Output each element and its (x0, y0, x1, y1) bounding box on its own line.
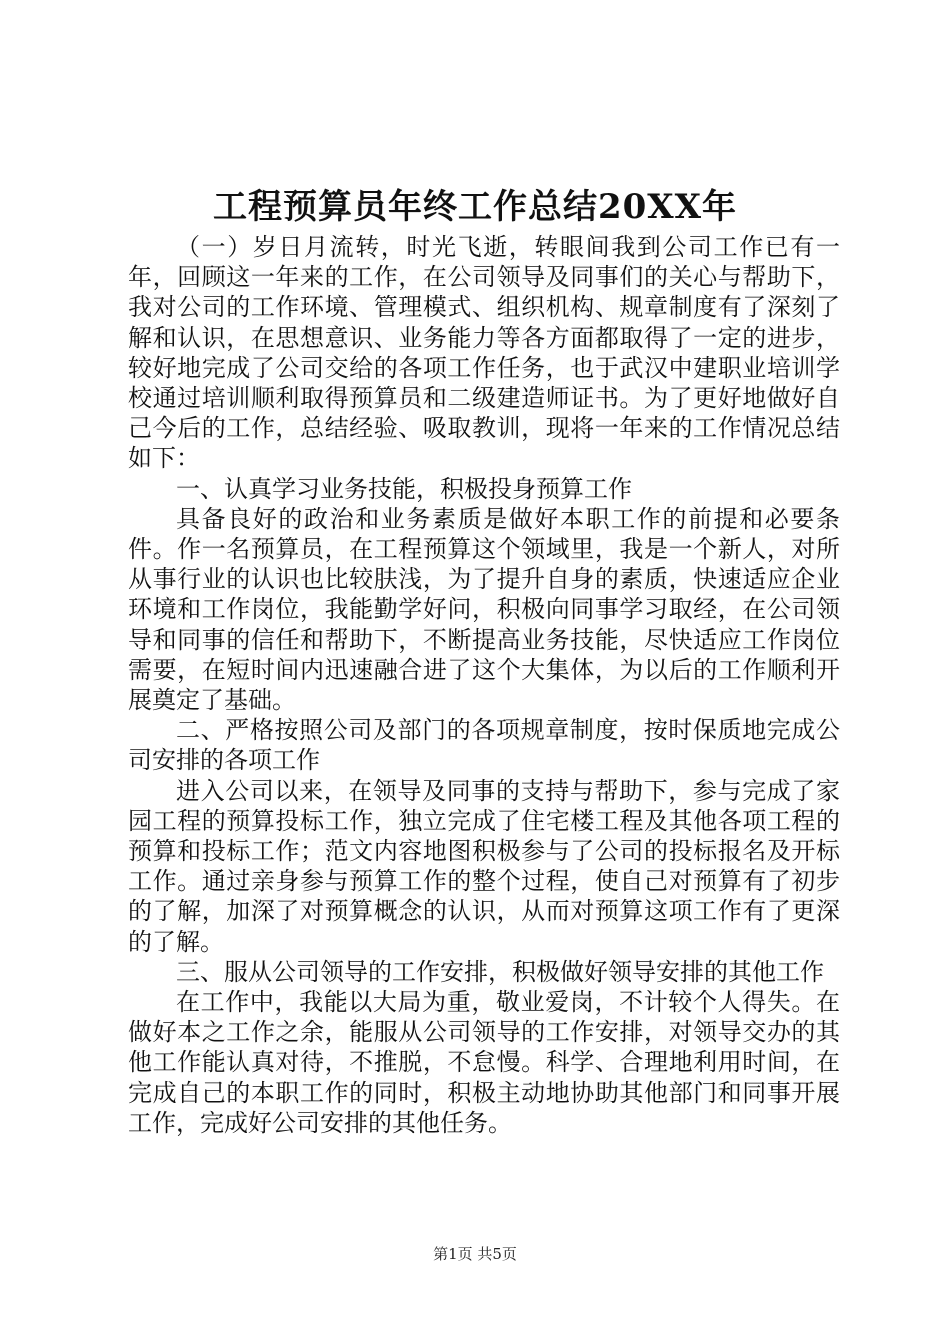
section-heading-2: 二、严格按照公司及部门的各项规章制度，按时保质地完成公司安排的各项工作 (128, 716, 840, 775)
section-paragraph-2: 进入公司以来，在领导及同事的支持与帮助下，参与完成了家园工程的预算投标工作，独立完成了住宅楼工程及其他各项工程的预算和投标工作；范文内容地图积极参与了公司的投标报名及开标工作。通过亲身参与预算工作的整个过程，使自己对预算有了初步的了解，加深了对预算概念的认识，从而对预算这项工作有了更深的了解。 (128, 776, 840, 956)
intro-paragraph: （一）岁日月流转，时光飞逝，转眼间我到公司工作已有一年，回顾这一年来的工作，在公司领导及同事们的关心与帮助下，我对公司的工作环境、管理模式、组织机构、规章制度有了深刻了解和认识，在思想意识、业务能力等各方面都取得了一定的进步，较好地完成了公司交给的各项工作任务，也于武汉中建职业培训学校通过培训顺利取得预算员和二级建造师证书。为了更好地做好自己今后的工作，总结经验、吸取教训，现将一年来的工作情况总结如下： (128, 233, 840, 473)
document-body (128, 232, 840, 1138)
section-heading-1: 一、认真学习业务技能，积极投身预算工作 (176, 474, 632, 503)
section-heading-3: 三、服从公司领导的工作安排，积极做好领导安排的其他工作 (176, 957, 824, 986)
section-paragraph-1: 具备良好的政治和业务素质是做好本职工作的前提和必要条件。作一名预算员，在工程预算这个领域里，我是一个新人，对所从事行业的认识也比较肤浅，为了提升自身的素质，快速适应企业环境和工作岗位，我能勤学好问，积极向同事学习取经，在公司领导和同事的信任和帮助下，不断提高业务技能，尽快适应工作岗位需要，在短时间内迅速融合进了这个大集体，为以后的工作顺利开展奠定了基础。 (128, 504, 840, 715)
document-title: 工程预算员年终工作总结20XX年 (212, 187, 738, 227)
section-paragraph-3: 在工作中，我能以大局为重，敬业爱岗，不计较个人得失。在做好本之工作之余，能服从公司领导的工作安排，对领导交办的其他工作能认真对待，不推脱，不怠慢。科学、合理地利用时间，在完成自己的本职工作的同时，积极主动地协助其他部门和同事开展工作，完成好公司安排的其他任务。 (128, 988, 840, 1137)
page-footer: 第1页 共5页 (433, 1245, 517, 1263)
